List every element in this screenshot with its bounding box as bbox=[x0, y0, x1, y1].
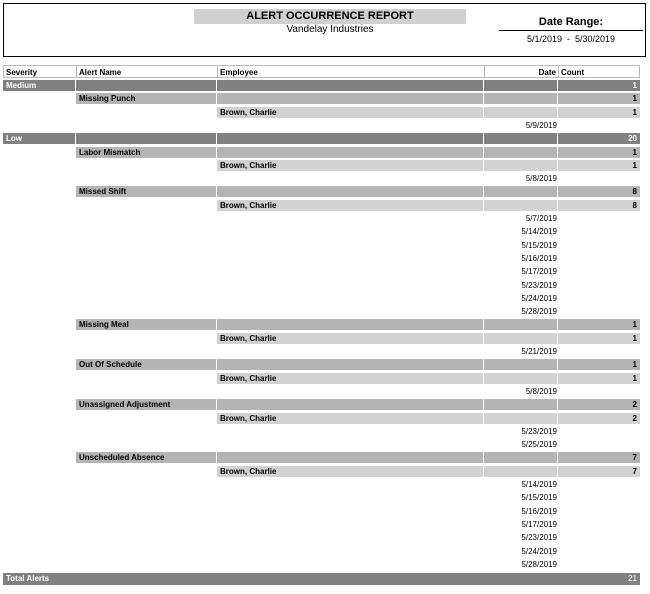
occurrence-date: 5/24/2019 bbox=[521, 547, 557, 556]
alert-employee-cell bbox=[217, 93, 483, 104]
severity-label: Medium bbox=[3, 80, 75, 91]
employee-count: 8 bbox=[558, 200, 640, 211]
occurrence-date: 5/23/2019 bbox=[521, 427, 557, 436]
occurrence-date: 5/14/2019 bbox=[521, 227, 557, 236]
employee-name: Brown, Charlie bbox=[217, 160, 483, 171]
alert-date-cell bbox=[484, 319, 557, 330]
alert-count: 1 bbox=[558, 319, 640, 330]
alert-name: Unassigned Adjustment bbox=[76, 399, 216, 410]
occurrence-date: 5/25/2019 bbox=[521, 440, 557, 449]
date-range-label: Date Range: bbox=[538, 16, 604, 28]
employee-count: 1 bbox=[558, 160, 640, 171]
severity-alert-cell bbox=[76, 133, 216, 144]
occurrence-date: 5/15/2019 bbox=[521, 241, 557, 250]
alert-name: Unscheduled Absence bbox=[76, 452, 216, 463]
alert-employee-cell bbox=[217, 399, 483, 410]
alert-date-cell bbox=[484, 93, 557, 104]
occurrence-date: 5/9/2019 bbox=[525, 121, 557, 130]
alert-name: Missed Shift bbox=[76, 186, 216, 197]
occurrence-date: 5/24/2019 bbox=[521, 294, 557, 303]
alert-count: 1 bbox=[558, 93, 640, 104]
alert-name: Missing Meal bbox=[76, 319, 216, 330]
column-header-count: Count bbox=[558, 65, 640, 78]
employee-date-cell bbox=[484, 373, 557, 384]
alert-date-cell bbox=[484, 147, 557, 158]
column-header-employee: Employee bbox=[217, 65, 485, 78]
report-title: ALERT OCCURRENCE REPORT bbox=[194, 9, 466, 24]
employee-count: 1 bbox=[558, 333, 640, 344]
severity-date-cell bbox=[484, 80, 557, 91]
employee-date-cell bbox=[484, 200, 557, 211]
occurrence-date: 5/16/2019 bbox=[521, 507, 557, 516]
employee-count: 2 bbox=[558, 413, 640, 424]
severity-employee-cell bbox=[217, 133, 483, 144]
alert-name: Missing Punch bbox=[76, 93, 216, 104]
alert-date-cell bbox=[484, 186, 557, 197]
occurrence-date: 5/21/2019 bbox=[521, 347, 557, 356]
alert-date-cell bbox=[484, 399, 557, 410]
employee-name: Brown, Charlie bbox=[217, 200, 483, 211]
alert-name: Out Of Schedule bbox=[76, 359, 216, 370]
total-alerts-count: 21 bbox=[558, 573, 640, 585]
employee-date-cell bbox=[484, 466, 557, 477]
severity-alert-cell bbox=[76, 80, 216, 91]
occurrence-date: 5/23/2019 bbox=[521, 533, 557, 542]
alert-employee-cell bbox=[217, 186, 483, 197]
employee-date-cell bbox=[484, 413, 557, 424]
date-range-value: 5/1/2019 - 5/30/2019 bbox=[526, 34, 616, 44]
employee-date-cell bbox=[484, 107, 557, 118]
occurrence-date: 5/16/2019 bbox=[521, 254, 557, 263]
column-header-severity: Severity bbox=[3, 65, 77, 78]
alert-count: 8 bbox=[558, 186, 640, 197]
employee-count: 1 bbox=[558, 373, 640, 384]
occurrence-date: 5/17/2019 bbox=[521, 267, 557, 276]
occurrence-date: 5/28/2019 bbox=[521, 560, 557, 569]
column-header-alert-name: Alert Name bbox=[76, 65, 218, 78]
severity-date-cell bbox=[484, 133, 557, 144]
company-name: Vandelay Industries bbox=[286, 24, 374, 35]
employee-count: 7 bbox=[558, 466, 640, 477]
severity-count: 1 bbox=[558, 80, 640, 91]
employee-date-cell bbox=[484, 333, 557, 344]
alert-employee-cell bbox=[217, 359, 483, 370]
occurrence-date: 5/17/2019 bbox=[521, 520, 557, 529]
alert-employee-cell bbox=[217, 319, 483, 330]
occurrence-date: 5/15/2019 bbox=[521, 493, 557, 502]
alert-count: 7 bbox=[558, 452, 640, 463]
occurrence-date: 5/8/2019 bbox=[525, 174, 557, 183]
occurrence-date: 5/23/2019 bbox=[521, 281, 557, 290]
occurrence-date: 5/14/2019 bbox=[521, 480, 557, 489]
occurrence-date: 5/28/2019 bbox=[521, 307, 557, 316]
alert-date-cell bbox=[484, 359, 557, 370]
column-header-date: Date bbox=[484, 65, 559, 78]
severity-count: 20 bbox=[558, 133, 640, 144]
employee-name: Brown, Charlie bbox=[217, 107, 483, 118]
alert-count: 1 bbox=[558, 359, 640, 370]
total-alerts-label: Total Alerts bbox=[3, 573, 558, 585]
employee-date-cell bbox=[484, 160, 557, 171]
employee-name: Brown, Charlie bbox=[217, 373, 483, 384]
alert-employee-cell bbox=[217, 452, 483, 463]
employee-name: Brown, Charlie bbox=[217, 413, 483, 424]
employee-name: Brown, Charlie bbox=[217, 466, 483, 477]
alert-date-cell bbox=[484, 452, 557, 463]
alert-name: Labor Mismatch bbox=[76, 147, 216, 158]
occurrence-date: 5/7/2019 bbox=[525, 214, 557, 223]
occurrence-date: 5/8/2019 bbox=[525, 387, 557, 396]
alert-employee-cell bbox=[217, 147, 483, 158]
employee-count: 1 bbox=[558, 107, 640, 118]
severity-label: Low bbox=[3, 133, 75, 144]
severity-employee-cell bbox=[217, 80, 483, 91]
alert-count: 1 bbox=[558, 147, 640, 158]
employee-name: Brown, Charlie bbox=[217, 333, 483, 344]
alert-count: 2 bbox=[558, 399, 640, 410]
